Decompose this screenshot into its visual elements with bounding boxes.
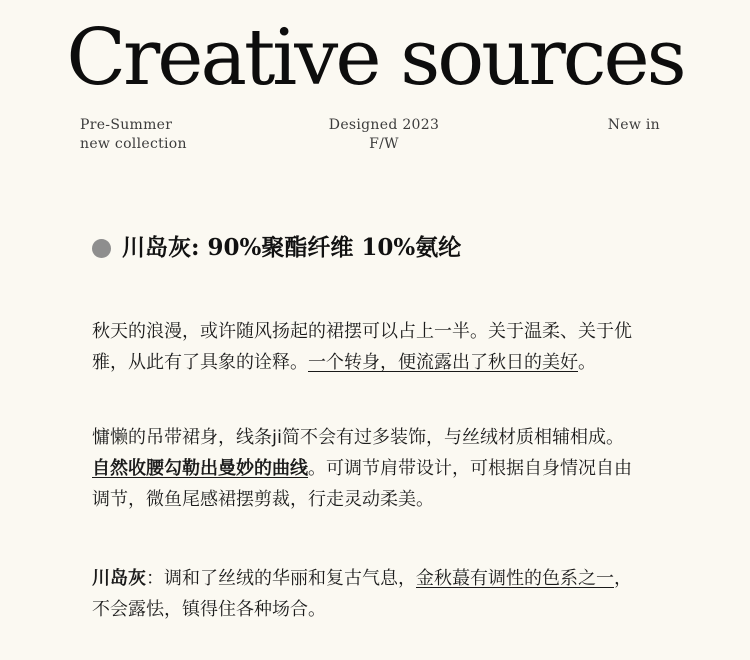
paragraph-3-line-2: 不会露怯，镇得住各种场合。 <box>92 599 326 620</box>
new-in-label <box>560 116 660 135</box>
description-paragraph-3 <box>92 563 712 625</box>
paragraph-3-line-1-end: ， <box>614 568 632 589</box>
collection-label-line1: Pre-Summer <box>80 117 173 133</box>
description-paragraph-1 <box>92 316 712 378</box>
paragraph-2-highlight: 自然收腰勾勒出曼妙的曲线 <box>92 458 308 479</box>
new-in-text: New in <box>607 117 660 133</box>
season-label <box>300 116 468 154</box>
paragraph-2-line-3: 调节，微鱼尾感裙摆剪裁，行走灵动柔美。 <box>92 489 434 510</box>
collection-label-line2: new collection <box>80 136 187 152</box>
paragraph-2-line-2 <box>92 453 712 484</box>
season-label-line1: Designed 2023 <box>328 117 440 133</box>
product-heading-text: 川岛灰: 90%聚酯纤维 10%氨纶 <box>122 234 462 261</box>
brand-title: Creative sources <box>66 13 684 103</box>
product-heading <box>92 228 461 268</box>
paragraph-3-lead: 川岛灰 <box>92 568 146 589</box>
paragraph-3-highlight: 金秋蕞有调性的色系之一 <box>416 568 614 589</box>
paragraph-1-line-1: 秋天的浪漫，或许随风扬起的裙摆可以占上一半。关于温柔、关于优 <box>92 321 632 342</box>
paragraph-2-line-2-plain: 。可调节肩带设计，可根据自身情况自由 <box>308 458 632 479</box>
paragraph-3-line-1-mid: ：调和了丝绒的华丽和复古气息， <box>146 568 416 589</box>
paragraph-1-line-2-end: 。 <box>578 352 596 373</box>
description-paragraph-2 <box>92 422 712 515</box>
bullet-dot-icon <box>92 239 111 258</box>
paragraph-1-line-2 <box>92 347 712 378</box>
paragraph-2-line-1: 慵懒的吊带裙身，线条ji简不会有过多装饰，与丝绒材质相辅相成。 <box>92 427 624 448</box>
paragraph-1-line-2-plain: 雅，从此有了具象的诠释。 <box>92 352 308 373</box>
season-label-line2: F/W <box>369 136 399 152</box>
collection-label <box>80 116 187 154</box>
paragraph-1-highlight: 一个转身，便流露出了秋日的美好 <box>308 352 578 373</box>
paragraph-3-line-1 <box>92 563 712 594</box>
